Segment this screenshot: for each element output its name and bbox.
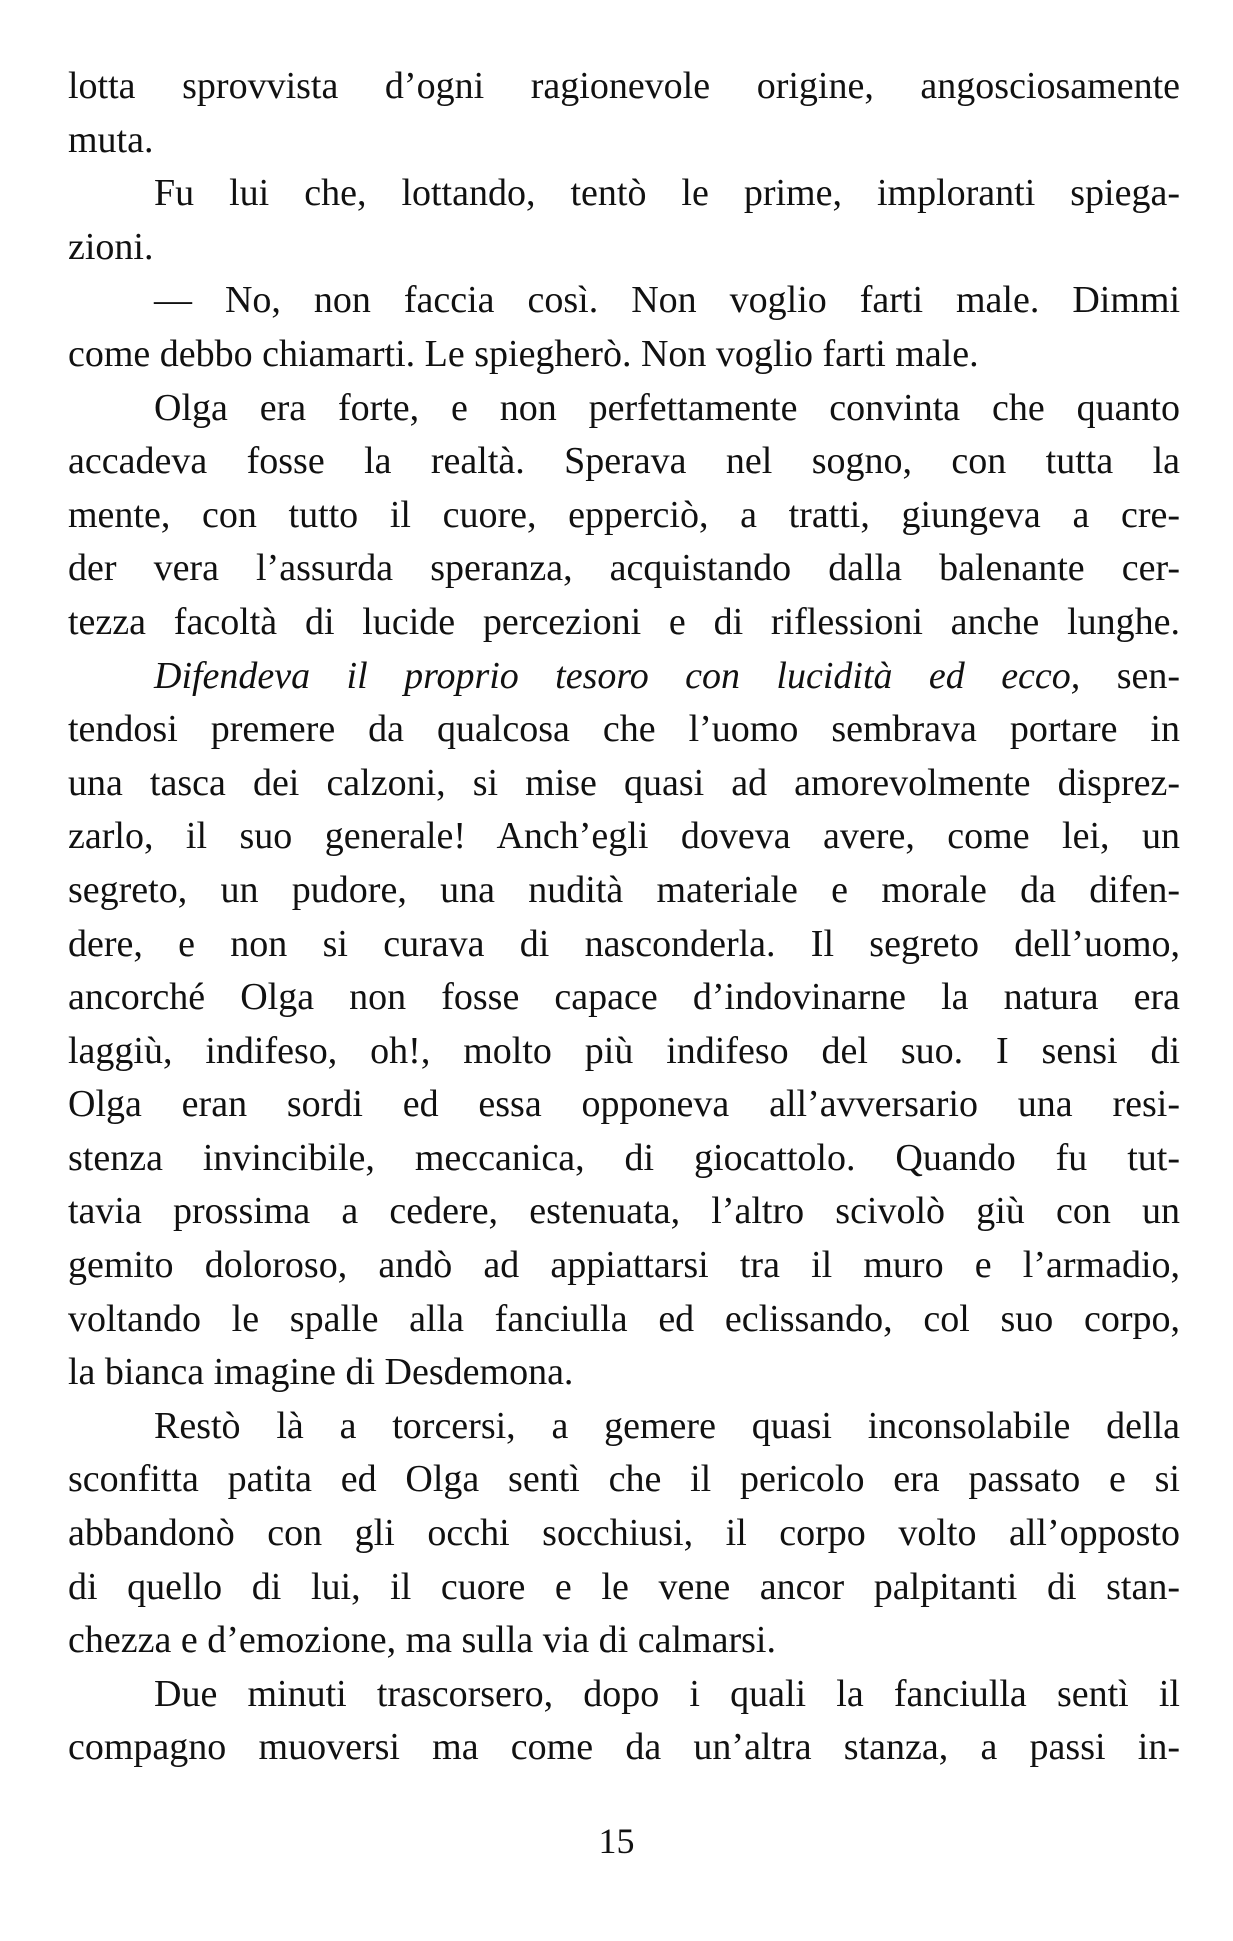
text-line: compagno muoversi ma come da un’altra stanza, a passi in- <box>68 1726 1180 1769</box>
text-line: zioni. <box>68 225 154 268</box>
text-line: Olga eran sordi ed essa opponeva all’avversario una resi- <box>68 1083 1180 1126</box>
text-line: Due minuti trascorsero, dopo i quali la fanciulla sentì il <box>154 1672 1180 1715</box>
text-line: tavia prossima a cedere, estenuata, l’altro scivolò giù con un <box>68 1190 1180 1233</box>
text-line: gemito doloroso, andò ad appiattarsi tra il muro e l’armadio, <box>68 1244 1180 1287</box>
text-line: muta. <box>68 118 154 161</box>
text-line: ancorché Olga non fosse capace d’indovinarne la natura era <box>68 976 1180 1019</box>
text-line: una tasca dei calzoni, si mise quasi ad amorevolmente disprez- <box>68 761 1180 804</box>
text-line: segreto, un pudore, una nudità materiale e morale da difen- <box>68 868 1180 911</box>
text-line: abbandonò con gli occhi socchiusi, il corpo volto all’opposto <box>68 1512 1180 1555</box>
text-line <box>68 650 1180 704</box>
text-line: accadeva fosse la realtà. Sperava nel sogno, con tutta la <box>68 440 1180 483</box>
text-line: Olga era forte, e non perfettamente convinta che quanto <box>154 386 1180 429</box>
text-line: dere, e non si curava di nasconderla. Il segreto dell’uomo, <box>68 922 1180 965</box>
line-text: sen- <box>1080 654 1180 697</box>
text-line: stenza invincibile, meccanica, di giocattolo. Quando fu tut- <box>68 1136 1180 1179</box>
text-line: — No, non faccia così. Non voglio farti male. Dimmi <box>154 279 1180 322</box>
text-line: di quello di lui, il cuore e le vene ancor palpitanti di stan- <box>68 1565 1180 1608</box>
italic-text: Difendeva il proprio tesoro con lucidità ed ecco, <box>154 654 1081 697</box>
page-number: 15 <box>598 1821 635 1861</box>
text-line: la bianca imagine di Desdemona. <box>68 1351 574 1394</box>
text-line: chezza e d’emozione, ma sulla via di calmarsi. <box>68 1619 776 1662</box>
text-line: voltando le spalle alla fanciulla ed eclissando, col suo corpo, <box>68 1297 1180 1340</box>
text-line: come debbo chiamarti. Le spiegherò. Non voglio farti male. <box>68 332 979 375</box>
text-line: mente, con tutto il cuore, epperciò, a tratti, giungeva a cre- <box>68 493 1180 536</box>
text-line: tendosi premere da qualcosa che l’uomo sembrava portare in <box>68 708 1180 751</box>
text-line: zarlo, il suo generale! Anch’egli doveva avere, come lei, un <box>68 815 1180 858</box>
text-line: Fu lui che, lottando, tentò le prime, imploranti spiega- <box>154 172 1180 215</box>
text-line: der vera l’assurda speranza, acquistando dalla balenante cer- <box>68 547 1180 590</box>
text-line: lotta sprovvista d’ogni ragionevole origine, angosciosamente <box>68 65 1180 107</box>
text-line: Restò là a torcersi, a gemere quasi inconsolabile della <box>154 1404 1180 1447</box>
text-line: tezza facoltà di lucide percezioni e di riflessioni anche lunghe. <box>68 600 1180 643</box>
text-line: laggiù, indifeso, oh!, molto più indifeso del suo. I sensi di <box>68 1029 1180 1072</box>
body-text <box>68 60 1180 1775</box>
text-line: sconfitta patita ed Olga sentì che il pericolo era passato e si <box>68 1458 1180 1501</box>
